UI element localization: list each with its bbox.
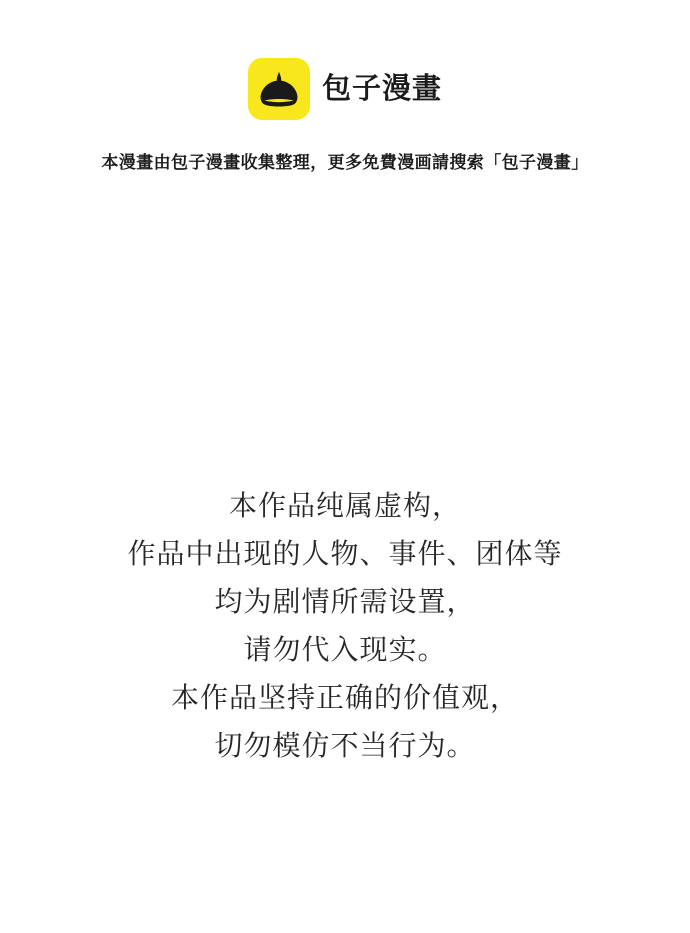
baozi-bun-icon: [248, 58, 310, 120]
disclaimer-line: 本作品坚持正确的价值观，: [170, 682, 519, 713]
disclaimer-line: 本作品纯属虚构，: [228, 490, 461, 521]
disclaimer-line: 请勿代入现实。: [243, 634, 447, 665]
source-notice: 本漫畫由包子漫畫收集整理，更多免費漫画請搜索「包子漫畫」: [101, 153, 589, 172]
disclaimer-line: 均为剧情所需设置，: [214, 586, 476, 617]
disclaimer-line: 切勿模仿不当行为。: [214, 730, 476, 761]
disclaimer-text: [0, 482, 690, 770]
brand-header: [0, 58, 690, 120]
brand-name: 包子漫畫: [321, 72, 442, 105]
disclaimer-line: 作品中出现的人物、事件、团体等: [127, 538, 563, 569]
